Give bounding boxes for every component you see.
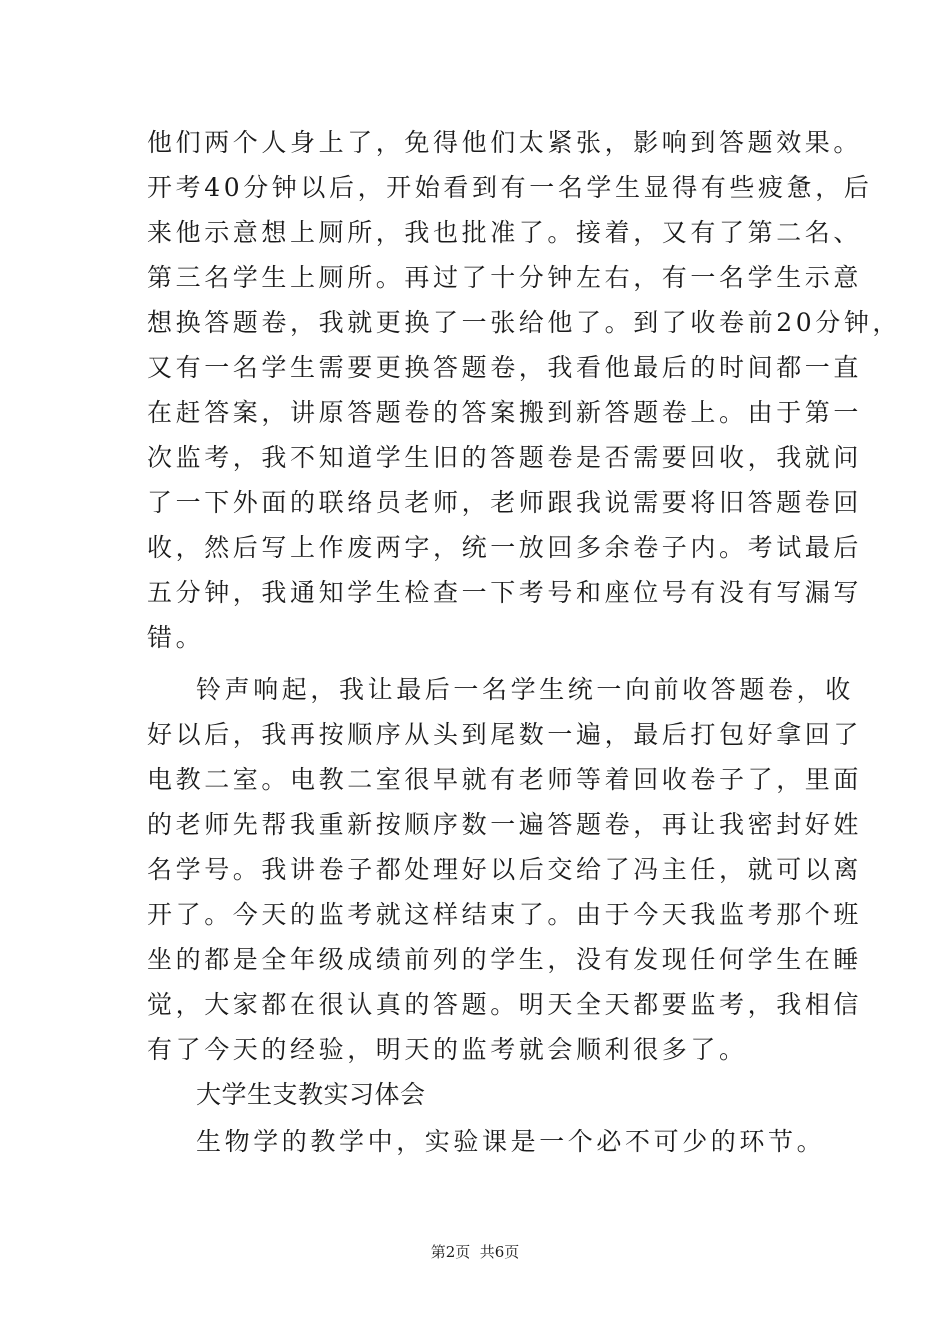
paragraph-line: 五分钟，我通知学生检查一下考号和座位号有没有写漏写 [147,578,863,607]
paragraph-line: 好以后，我再按顺序从头到尾数一遍，最后打包好拿回了 [147,720,863,749]
paragraph-line: 他们两个人身上了，免得他们太紧张，影响到答题效果。 [147,128,863,157]
paragraph-line: 名学号。我讲卷子都处理好以后交给了冯主任，就可以离 [147,855,863,884]
paragraph-line: 觉，大家都在很认真的答题。明天全天都要监考，我相信 [147,990,863,1019]
paragraph-line: 铃声响起，我让最后一名学生统一向前收答题卷，收 [196,675,854,704]
paragraph-line: 电教二室。电教二室很早就有老师等着回收卷子了，里面 [147,765,863,794]
paragraph-line: 了一下外面的联络员老师，老师跟我说需要将旧答题卷回 [147,488,863,517]
paragraph-line: 次监考，我不知道学生旧的答题卷是否需要回收，我就问 [147,443,863,472]
paragraph-line: 的老师先帮我重新按顺序数一遍答题卷，再让我密封好姓 [147,810,863,839]
paragraph-line: 收，然后写上作废两字，统一放回多余卷子内。考试最后 [147,533,863,562]
paragraph-line: 生物学的教学中，实验课是一个必不可少的环节。 [196,1127,826,1156]
paragraph-line: 开了。今天的监考就这样结束了。由于今天我监考那个班 [147,900,863,929]
paragraph-line: 第三名学生上厕所。再过了十分钟左右，有一名学生示意 [147,263,863,292]
paragraph-line: 来他示意想上厕所，我也批准了。接着，又有了第二名、 [147,218,863,247]
paragraph-line: 想换答题卷，我就更换了一张给他了。到了收卷前20分钟， [147,308,902,337]
paragraph-line: 在赶答案，讲原答题卷的答案搬到新答题卷上。由于第一 [147,398,863,427]
page-number: 第2页 共6页 [430,1243,520,1261]
paragraph-line: 开考40分钟以后，开始看到有一名学生显得有些疲惫，后 [147,173,873,202]
paragraph-line: 错。 [147,623,205,652]
paragraph-line: 坐的都是全年级成绩前列的学生，没有发现任何学生在睡 [147,945,863,974]
section-heading: 大学生支教实习体会 [196,1080,426,1109]
paragraph-line: 又有一名学生需要更换答题卷，我看他最后的时间都一直 [147,353,863,382]
paragraph-line: 有了今天的经验，明天的监考就会顺利很多了。 [147,1035,748,1064]
